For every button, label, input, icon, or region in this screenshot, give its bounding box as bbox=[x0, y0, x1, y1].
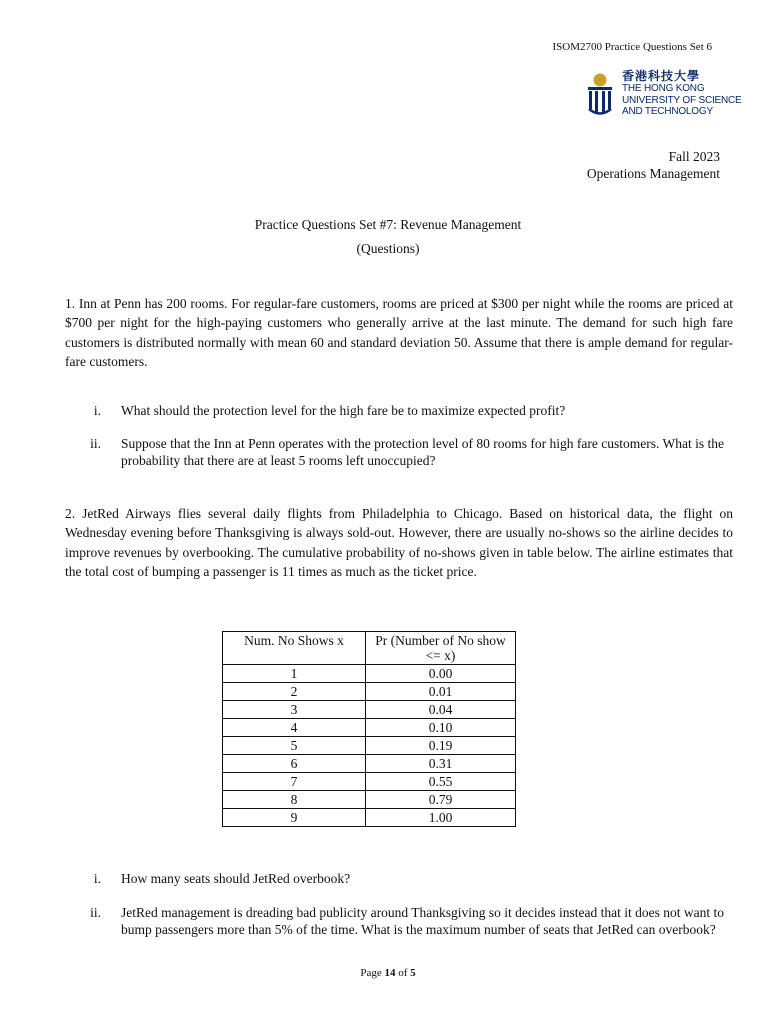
noshow-count: 5 bbox=[223, 737, 366, 755]
cumulative-probability: 0.19 bbox=[366, 737, 516, 755]
part-text: What should the protection level for the high fare be to maximize expected profit? bbox=[121, 403, 566, 418]
table-row bbox=[223, 683, 516, 701]
term-block bbox=[587, 148, 720, 182]
part-number: i. bbox=[93, 871, 101, 886]
noshow-count: 7 bbox=[223, 773, 366, 791]
cumulative-probability: 0.79 bbox=[366, 791, 516, 809]
noshow-count: 2 bbox=[223, 683, 366, 701]
page-total: 5 bbox=[410, 967, 416, 979]
question-2-text: 2. JetRed Airways flies several daily flights from Philadelphia to Chicago. Based on historical data, the flight on Wednesday evening before Thanksgiving is always sold-out. However, there are usually no-shows so the airline decides to improve revenues by overbooking. The cumulative probability of no-shows given in table below. The airline estimates that the total cost of bumping a passenger is 11 times as much as the ticket price. bbox=[65, 506, 733, 580]
part-number: i. bbox=[93, 403, 101, 418]
table-row bbox=[223, 809, 516, 827]
table-row bbox=[223, 773, 516, 791]
column-header-probability: Pr (Number of No show <= x) bbox=[366, 632, 516, 665]
noshow-count: 8 bbox=[223, 791, 366, 809]
document-title bbox=[0, 213, 768, 261]
table-header-row bbox=[223, 632, 516, 665]
cumulative-probability: 0.00 bbox=[366, 665, 516, 683]
page-of-label: of bbox=[398, 967, 408, 979]
table-row bbox=[223, 791, 516, 809]
table-row bbox=[223, 737, 516, 755]
noshow-count: 3 bbox=[223, 701, 366, 719]
noshow-count: 4 bbox=[223, 719, 366, 737]
table-row bbox=[223, 719, 516, 737]
semester: Fall 2023 bbox=[668, 149, 720, 164]
running-header: ISOM2700 Practice Questions Set 6 bbox=[552, 41, 712, 53]
noshow-count: 6 bbox=[223, 755, 366, 773]
part-number: ii. bbox=[90, 436, 101, 451]
cumulative-probability: 0.01 bbox=[366, 683, 516, 701]
logo-chinese-name: 香港科技大學 bbox=[622, 69, 701, 83]
university-logo bbox=[586, 69, 746, 121]
column-header-noshows: Num. No Shows x bbox=[223, 632, 366, 665]
table-row bbox=[223, 665, 516, 683]
logo-english-line-2: UNIVERSITY OF SCIENCE bbox=[622, 94, 742, 106]
question-1-text: 1. Inn at Penn has 200 rooms. For regular-fare customers, rooms are priced at $300 per night while the rooms are priced at $700 per night for the high-paying customers who generally arrive at the last minute. The demand for such high fare customers is distributed normally with mean 60 and standard deviation 50. Assume that there is ample demand for regular-fare customers. bbox=[65, 296, 733, 370]
noshow-count: 1 bbox=[223, 665, 366, 683]
cumulative-probability: 0.04 bbox=[366, 701, 516, 719]
title-sub: (Questions) bbox=[356, 241, 420, 256]
title-main: Practice Questions Set #7: Revenue Management bbox=[254, 217, 522, 232]
part-text: Suppose that the Inn at Penn operates with the protection level of 80 rooms for high fare customers. What is the probability that there are at least 5 rooms left unoccupied? bbox=[121, 436, 724, 468]
part-text: JetRed management is dreading bad publicity around Thanksgiving so it decides instead that it does not want to bump passengers more than 5% of the time. What is the maximum number of seats that JetRed can overbook? bbox=[121, 905, 725, 937]
no-show-probability-table bbox=[222, 631, 516, 827]
hkust-emblem-icon bbox=[586, 71, 614, 117]
noshow-count: 9 bbox=[223, 809, 366, 827]
logo-english-line-3: AND TECHNOLOGY bbox=[622, 106, 713, 117]
logo-english-line-1: THE HONG KONG bbox=[622, 83, 705, 94]
part-number: ii. bbox=[90, 905, 101, 920]
cumulative-probability: 0.10 bbox=[366, 719, 516, 737]
table-row bbox=[223, 755, 516, 773]
course-name: Operations Management bbox=[586, 166, 720, 181]
cumulative-probability: 0.55 bbox=[366, 773, 516, 791]
cumulative-probability: 0.31 bbox=[366, 755, 516, 773]
page-label: Page bbox=[360, 967, 382, 979]
table-row bbox=[223, 701, 516, 719]
part-text: How many seats should JetRed overbook? bbox=[121, 871, 351, 886]
page-current: 14 bbox=[384, 967, 396, 979]
cumulative-probability: 1.00 bbox=[366, 809, 516, 827]
page-footer bbox=[0, 967, 768, 979]
